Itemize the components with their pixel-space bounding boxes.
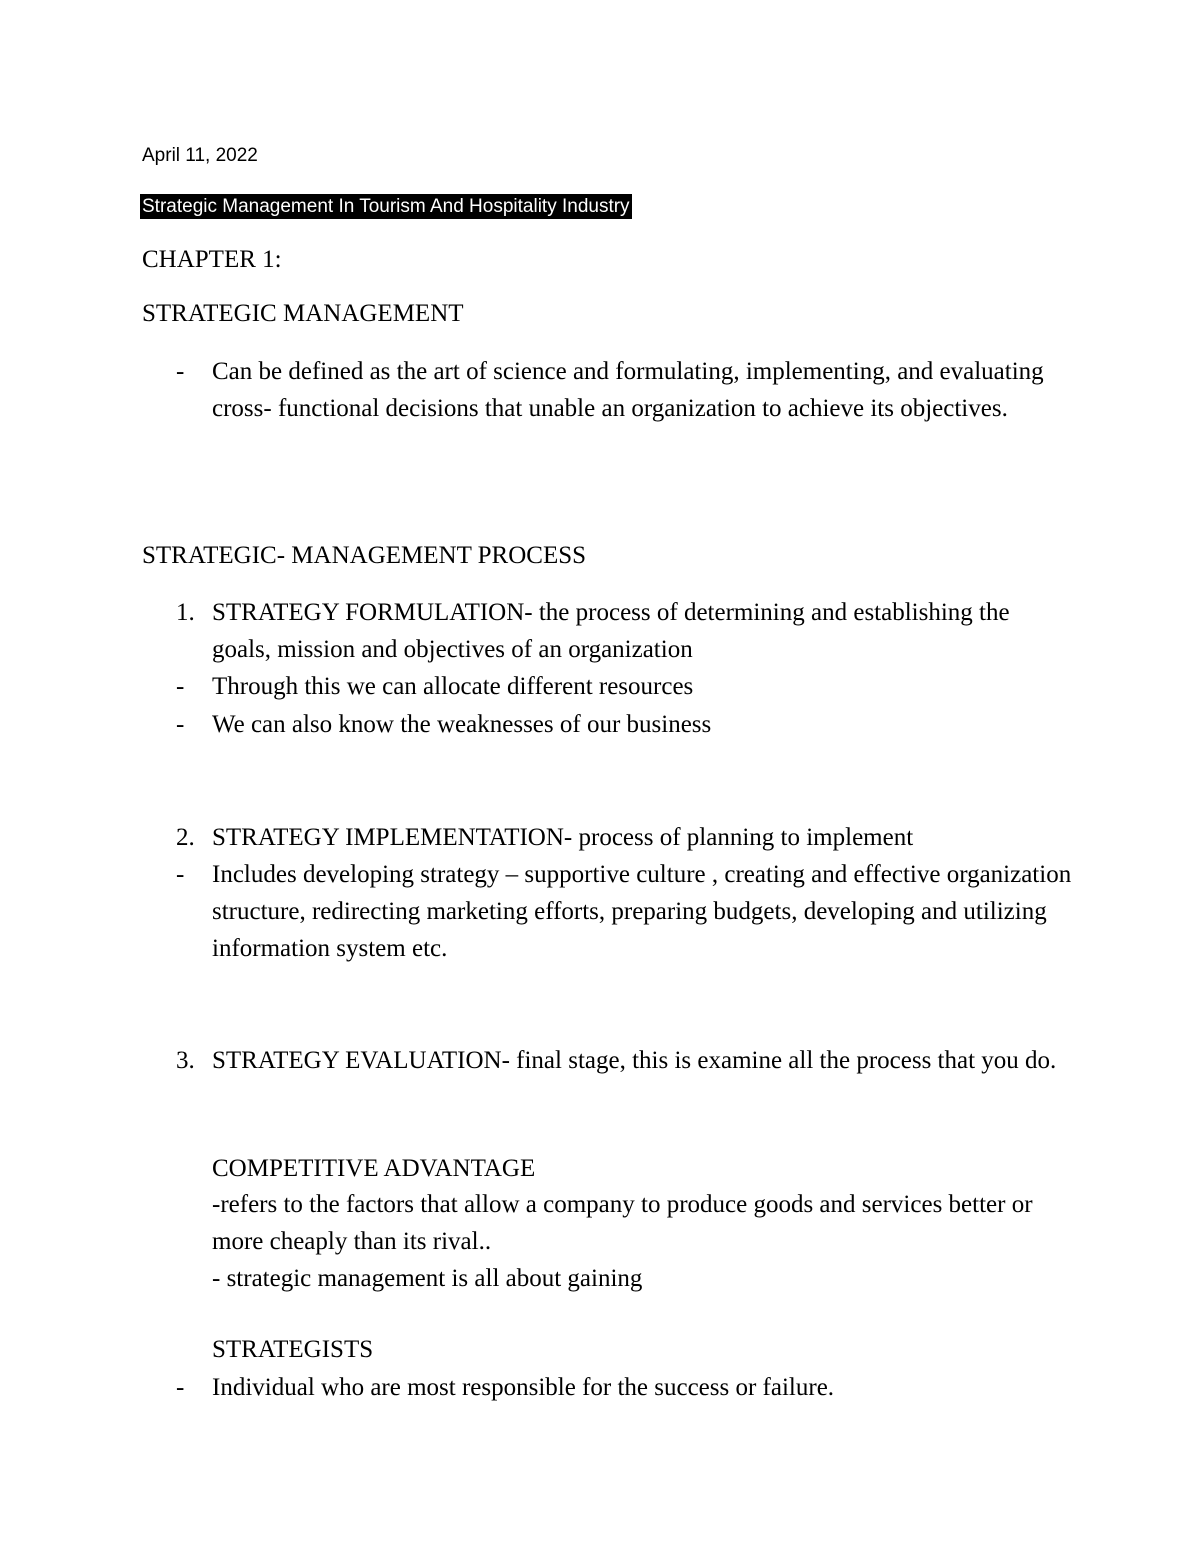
- strategists-definition: Individual who are most responsible for the success or failure.: [212, 1374, 835, 1401]
- bullet-text: We can also know the weaknesses of our business: [212, 711, 712, 738]
- dash-bullet: -: [176, 673, 185, 700]
- step-text: STRATEGY IMPLEMENTATION- process of planning to implement: [212, 824, 914, 851]
- competitive-advantage-heading: COMPETITIVE ADVANTAGE: [212, 1155, 536, 1182]
- chapter-heading: CHAPTER 1:: [142, 246, 282, 273]
- dash-bullet: -: [176, 861, 185, 888]
- dash-bullet: -: [176, 358, 185, 385]
- strategists-heading: STRATEGISTS: [212, 1336, 374, 1363]
- section-heading-process: STRATEGIC- MANAGEMENT PROCESS: [142, 542, 587, 569]
- section-heading-strategic-management: STRATEGIC MANAGEMENT: [142, 300, 464, 327]
- document-date: April 11, 2022: [142, 145, 258, 166]
- dash-bullet: -: [176, 1374, 185, 1401]
- step-text: STRATEGY FORMULATION- the process of determining and establishing the goals, mission and objectives of an organization: [212, 599, 1010, 663]
- competitive-advantage-definition: -refers to the factors that allow a company to produce goods and services better or more cheaply than its rival..: [212, 1191, 1033, 1255]
- step-number: 1.: [176, 599, 195, 626]
- step-text: STRATEGY EVALUATION- final stage, this is examine all the process that you do.: [212, 1047, 1057, 1074]
- course-title-highlight: Strategic Management In Tourism And Hospitality Industry: [142, 196, 630, 217]
- step-number: 3.: [176, 1047, 195, 1074]
- bullet-text: Through this we can allocate different resources: [212, 673, 694, 700]
- step-number: 2.: [176, 824, 195, 851]
- competitive-advantage-note: - strategic management is all about gaining: [212, 1265, 643, 1292]
- bullet-text: Includes developing strategy – supportive culture , creating and effective organization structure, redirecting marketing efforts, preparing budgets, developing and utilizing information system etc.: [212, 861, 1072, 962]
- dash-bullet: -: [176, 711, 185, 738]
- definition-text: Can be defined as the art of science and formulating, implementing, and evaluating cross- functional decisions that unable an organization to achieve its objectives.: [212, 358, 1044, 422]
